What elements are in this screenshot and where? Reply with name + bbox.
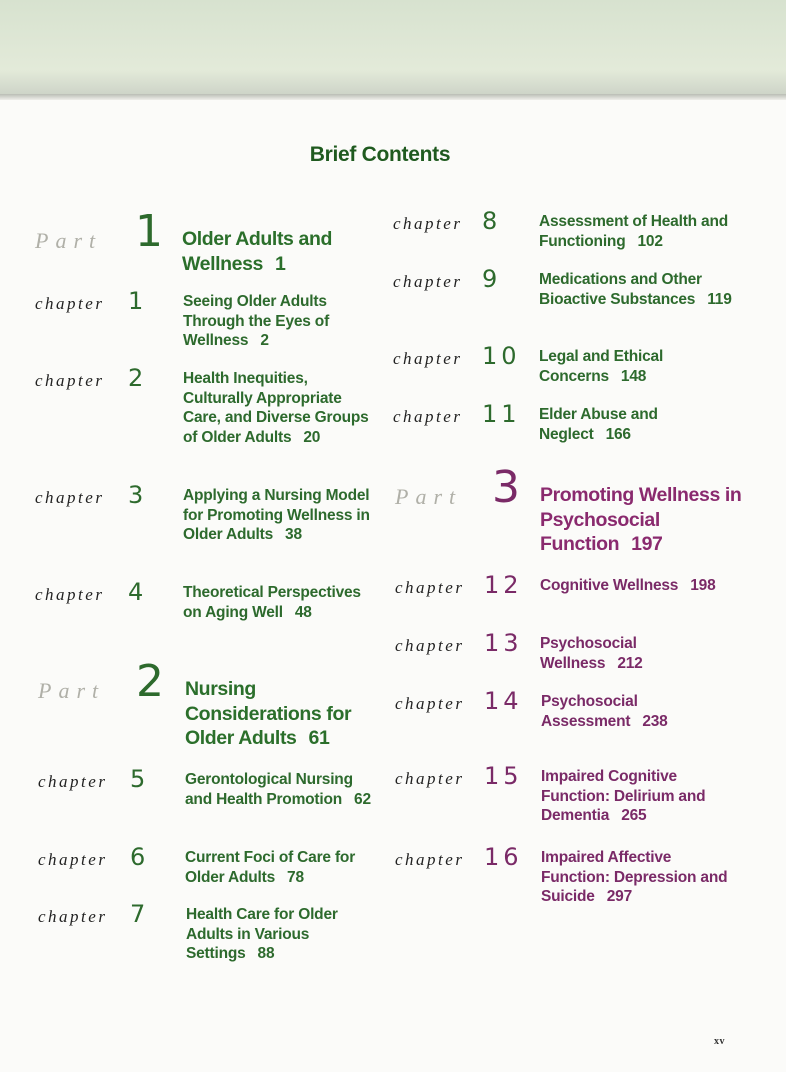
chapter-number: 1 [128, 287, 148, 315]
chapter-number: 14 [484, 687, 523, 715]
page-number: 61 [308, 727, 330, 749]
page-number: 265 [621, 807, 647, 824]
entry-title-text: Seeing Older Adults Through the Eyes of Wellness [183, 293, 330, 349]
chapter-number: 13 [484, 629, 523, 657]
page-number: 148 [620, 367, 647, 385]
entry-title-text: Theoretical Perspectives on Aging Well [183, 584, 361, 621]
chapter-number: 3 [128, 481, 148, 509]
part-number: 1 [135, 206, 163, 257]
chapter-title [185, 770, 375, 809]
entry-title-text: Health Care for Older Adults in Various Settings [186, 906, 338, 962]
page-title: Brief Contents [309, 143, 451, 166]
page-number: 20 [303, 428, 321, 446]
chapter-label: chapter [395, 850, 465, 869]
chapter-title [541, 692, 741, 731]
entry-title-text: Assessment of Health and Functioning [539, 213, 729, 250]
part-label: Part [38, 678, 106, 703]
page-number: 78 [287, 868, 304, 886]
page-number: 238 [642, 712, 668, 730]
part-number: 2 [136, 656, 164, 707]
entry-title-text: Promoting Wellness in Psychosocial Function [540, 484, 742, 555]
chapter-number: 5 [130, 765, 150, 793]
part-title [540, 483, 750, 557]
chapter-title [183, 583, 373, 622]
chapter-label: chapter [38, 907, 108, 926]
page-number: 1 [274, 252, 286, 275]
entry-title-text: Nursing Considerations for Older Adults [185, 678, 352, 749]
entry-title-text: Psychosocial Assessment [541, 693, 638, 730]
page-number: 38 [285, 526, 302, 543]
chapter-title [541, 848, 741, 907]
chapter-label: chapter [395, 769, 465, 788]
chapter-title [185, 848, 385, 887]
chapter-title [539, 212, 739, 251]
chapter-title [183, 369, 373, 447]
page-number: 2 [260, 332, 269, 349]
top-band [0, 0, 786, 100]
chapter-title [540, 576, 740, 596]
chapter-number: 8 [482, 207, 502, 235]
page-number: 102 [637, 232, 663, 250]
chapter-title [183, 486, 373, 545]
entry-title-text: Psychosocial Wellness [540, 635, 637, 672]
chapter-label: chapter [393, 349, 463, 368]
page-number: 297 [606, 888, 632, 905]
chapter-title [541, 767, 741, 826]
entry-title-text: Older Adults and Wellness [182, 228, 332, 275]
page-number: 62 [354, 790, 371, 808]
entry-title-text: Health Inequities, Culturally Appropriate Care, and Diverse Groups of Older Adults [183, 370, 369, 446]
chapter-number: 9 [482, 265, 502, 293]
chapter-label: chapter [393, 407, 463, 426]
page-number: 212 [617, 654, 643, 672]
chapter-title [539, 405, 739, 444]
chapter-label: chapter [35, 294, 105, 313]
entry-title-text: Legal and Ethical Concerns [539, 348, 664, 385]
page-folio: xv [714, 1036, 725, 1047]
chapter-label: chapter [35, 488, 105, 507]
part-title [185, 677, 385, 751]
part-label: Part [35, 228, 103, 253]
entry-title-text: Gerontological Nursing and Health Promotion [185, 771, 353, 808]
chapter-label: chapter [395, 578, 465, 597]
chapter-number: 10 [482, 342, 521, 370]
entry-title-text: Applying a Nursing Model for Promoting Wellness in Older Adults [183, 487, 370, 543]
chapter-label: chapter [395, 636, 465, 655]
chapter-label: chapter [35, 371, 105, 390]
part-label: Part [395, 484, 463, 509]
entry-title-text: Current Foci of Care for Older Adults [185, 849, 356, 886]
chapter-label: chapter [38, 850, 108, 869]
page-number: 197 [631, 533, 663, 555]
chapter-number: 2 [128, 364, 148, 392]
chapter-number: 4 [128, 578, 148, 606]
entry-title-text: Cognitive Wellness [540, 577, 679, 594]
chapter-number: 6 [130, 843, 150, 871]
chapter-title [186, 905, 376, 964]
entry-title-text: Impaired Affective Function: Depression and Suicide [541, 849, 728, 905]
chapter-number: 7 [130, 900, 150, 928]
chapter-label: chapter [35, 585, 105, 604]
chapter-title [183, 292, 368, 351]
chapter-label: chapter [393, 272, 463, 291]
page-number: 88 [257, 945, 275, 962]
page-number: 119 [707, 290, 732, 308]
entry-title-text: Impaired Cognitive Function: Delirium and Dementia [541, 768, 706, 824]
chapter-label: chapter [38, 772, 108, 791]
chapter-label: chapter [395, 694, 465, 713]
page-number: 48 [294, 603, 312, 621]
part-number: 3 [492, 462, 520, 513]
entry-title-text: Medications and Other Bioactive Substances [539, 271, 702, 308]
chapter-number: 12 [484, 571, 523, 599]
chapter-title [539, 347, 739, 386]
chapter-number: 15 [484, 762, 523, 790]
chapter-number: 16 [484, 843, 523, 871]
part-title [182, 227, 382, 276]
chapter-label: chapter [393, 214, 463, 233]
chapter-title [539, 270, 739, 309]
chapter-title [540, 634, 740, 673]
entry-title-text: Elder Abuse and Neglect [539, 406, 658, 443]
page-number: 198 [690, 577, 716, 594]
chapter-number: 11 [482, 400, 521, 428]
page-number: 166 [605, 425, 631, 443]
